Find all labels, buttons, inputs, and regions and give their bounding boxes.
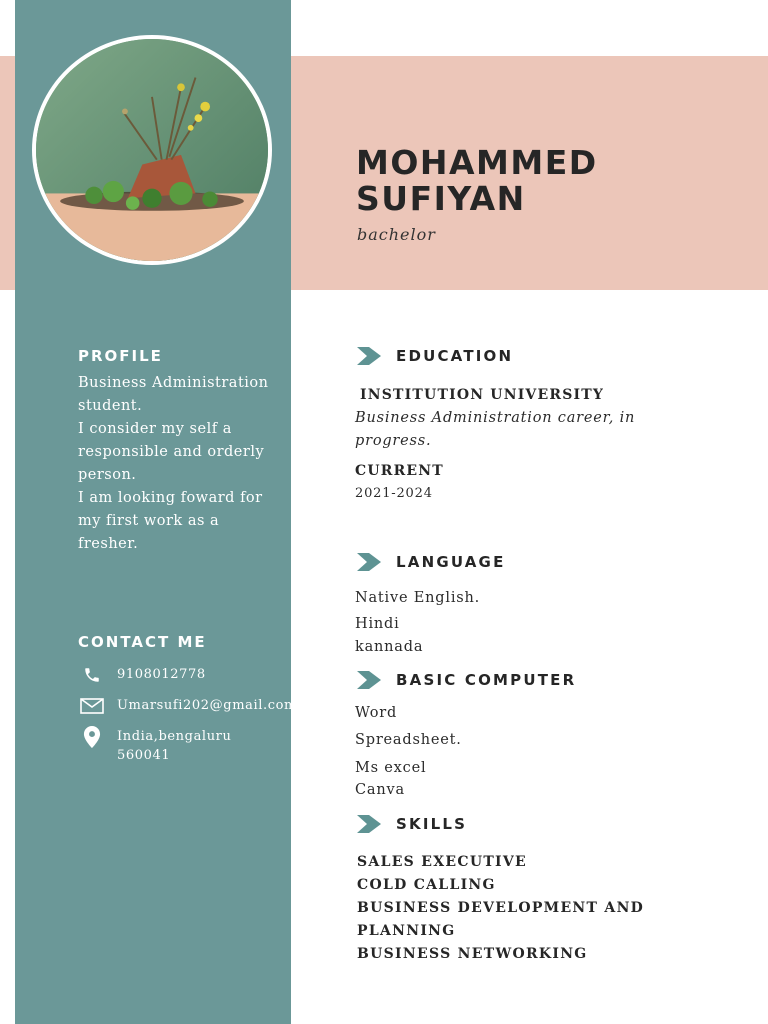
profile-line: student. [78, 398, 143, 414]
phone-icon [80, 665, 104, 685]
profile-line: I consider my self a [78, 421, 232, 437]
contact-address [80, 727, 231, 765]
chevron-right-icon [357, 347, 381, 365]
chevron-right-icon [357, 671, 381, 689]
skill-line: COLD CALLING [357, 877, 496, 893]
education-description: Business Administration career, in progress. [355, 410, 636, 449]
skill-line: BUSINESS DEVELOPMENT AND [357, 900, 645, 916]
education-title: EDUCATION [396, 347, 514, 365]
language-item: Native English. [355, 590, 481, 606]
language-title: LANGUAGE [396, 553, 506, 571]
name-line-2: SUFIYAN [356, 179, 526, 218]
skills-title: SKILLS [396, 815, 468, 833]
contact-email [80, 696, 297, 716]
computer-item: Word [355, 705, 398, 721]
profile-line: Business Administration [78, 375, 269, 391]
profile-line: my first work as a [78, 513, 220, 529]
skills-heading [357, 815, 467, 833]
computer-heading [357, 671, 576, 689]
chevron-right-icon [357, 553, 381, 571]
profile-text [78, 372, 283, 556]
skill-line: PLANNING [357, 923, 456, 939]
skill-line: SALES EXECUTIVE [357, 854, 528, 870]
profile-line: I am looking foward for [78, 490, 263, 506]
education-heading [357, 347, 513, 365]
address [117, 727, 231, 765]
language-heading [357, 553, 506, 571]
skills-list [357, 851, 657, 966]
profile-line: person. [78, 467, 137, 483]
profile-heading: PROFILE [78, 347, 163, 365]
education-status: CURRENT [355, 463, 444, 479]
address-line-1: India,bengaluru [117, 729, 232, 744]
contact-heading: CONTACT ME [78, 633, 207, 651]
computer-item: Canva [355, 782, 405, 798]
computer-title: BASIC COMPUTER [396, 671, 577, 689]
candidate-name [356, 145, 756, 217]
education-years: 2021-2024 [355, 486, 433, 501]
profile-line: fresher. [78, 536, 139, 552]
phone-number[interactable]: 9108012778 [117, 667, 206, 682]
skill-line: BUSINESS NETWORKING [357, 946, 588, 962]
location-pin-icon [80, 727, 104, 747]
language-item: Hindi [355, 616, 400, 632]
computer-item: Ms excel [355, 760, 427, 776]
computer-item: Spreadsheet. [355, 732, 462, 748]
chevron-right-icon [357, 815, 381, 833]
profile-line: responsible and orderly [78, 444, 265, 460]
institution-name: INSTITUTION UNIVERSITY [360, 387, 605, 403]
name-line-1: MOHAMMED [356, 143, 598, 182]
mail-icon [80, 696, 104, 716]
degree-subtitle: bachelor [357, 225, 436, 244]
contact-phone [80, 665, 206, 685]
profile-photo [32, 35, 272, 265]
email-address[interactable]: Umarsufi202@gmail.com [117, 698, 297, 713]
language-item: kannada [355, 639, 424, 655]
address-line-2: 560041 [117, 748, 171, 763]
